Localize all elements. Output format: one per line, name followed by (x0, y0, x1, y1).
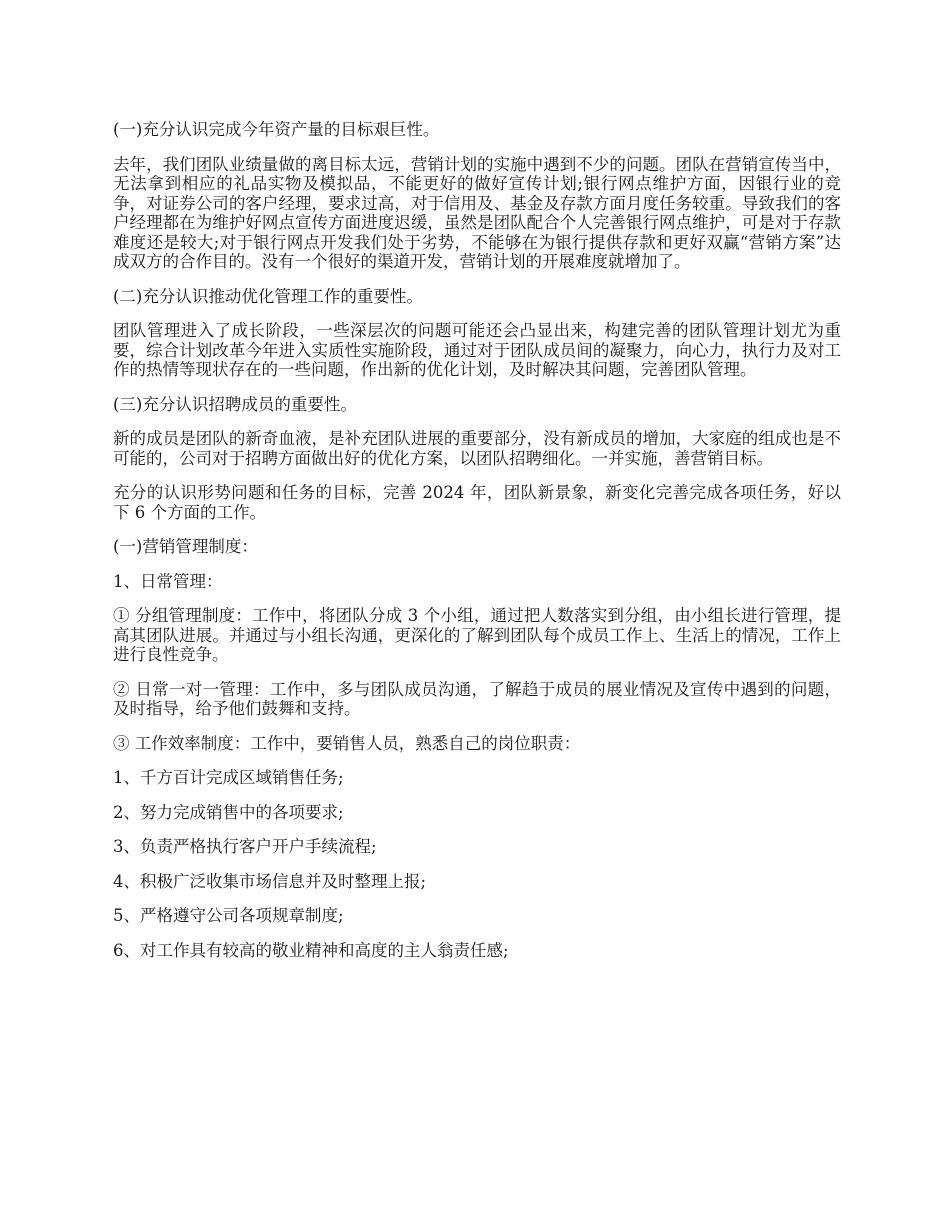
section-heading-1: (一)充分认识完成今年资产量的目标艰巨性。 (113, 120, 440, 139)
duty-item-6: 6、对工作具有较高的敬业精神和高度的主人翁责任感; (113, 940, 509, 960)
duty-item-4: 4、积极广泛收集市场信息并及时整理上报; (113, 871, 427, 891)
item-group-management: ① 分组管理制度：工作中，将团队分成 3 个小组，通过把人数落实到分组，由小组长进行管理，提高其团队进展。并通过与小组长沟通，更深化的了解到团队每个成员工作上、生活上的情况，工作上进行良性竞争。 (113, 606, 841, 664)
section-heading-2: (二)充分认识推动优化管理工作的重要性。 (113, 286, 423, 306)
document-body (113, 120, 841, 975)
item-daily-management: 1、日常管理： (113, 571, 223, 591)
item-efficiency-system: ③ 工作效率制度：工作中，要销售人员，熟悉自己的岗位职责： (113, 733, 581, 753)
paragraph-last-year-review: 去年，我们团队业绩量做的离目标太远，营销计划的实施中遇到不少的问题。团队在营销宣传当中，无法拿到相应的礼品实物及模拟品，不能更好的做好宣传计划;银行网点维护方面，因银行业的竞争，对证券公司的客户经理，要求过高，对于信用及、基金及存款方面月度任务较重。导致我们的客户经理都在为维护好网点宣传方面进度迟缓，虽然是团队配合个人完善银行网点维护，可是对于存款难度还是较大;对于银行网点开发我们处于劣势，不能够在为银行提供存款和更好双赢“营销方案”达成双方的合作目的。没有一个很好的渠道开发，营销计划的开展难度就增加了。 (113, 154, 841, 271)
duty-item-2: 2、努力完成销售中的各项要求; (113, 802, 344, 822)
section-heading-3: (三)充分认识招聘成员的重要性。 (113, 394, 357, 414)
paragraph-goals-summary: 充分的认识形势问题和任务的目标，完善 2024 年，团队新景象，新变化完善完成各项任务，好以下 6 个方面的工作。 (113, 483, 841, 522)
duty-item-5: 5、严格遵守公司各项规章制度; (113, 906, 344, 925)
paragraph-recruitment: 新的成员是团队的新奇血液，是补充团队进展的重要部分，没有新成员的增加，大家庭的组成也是不可能的，公司对于招聘方面做出好的优化方案，以团队招聘细化。一并实施，善营销目标。 (113, 429, 841, 468)
duty-item-1: 1、千方百计完成区域销售任务; (113, 768, 344, 787)
duty-item-3: 3、负责严格执行客户开户手续流程; (113, 837, 377, 856)
item-one-on-one-management: ② 日常一对一管理：工作中，多与团队成员沟通，了解趋于成员的展业情况及宣传中遇到的问题，及时指导，给予他们鼓舞和支持。 (113, 679, 841, 718)
subsection-heading-marketing: (一)营销管理制度： (113, 537, 258, 556)
paragraph-team-management: 团队管理进入了成长阶段，一些深层次的问题可能还会凸显出来，构建完善的团队管理计划尤为重要，综合计划改革今年进入实质性实施阶段，通过对于团队成员间的凝聚力，向心力，执行力及对工作的热情等现状存在的一些问题，作出新的优化计划，及时解决其问题，完善团队管理。 (113, 321, 841, 379)
